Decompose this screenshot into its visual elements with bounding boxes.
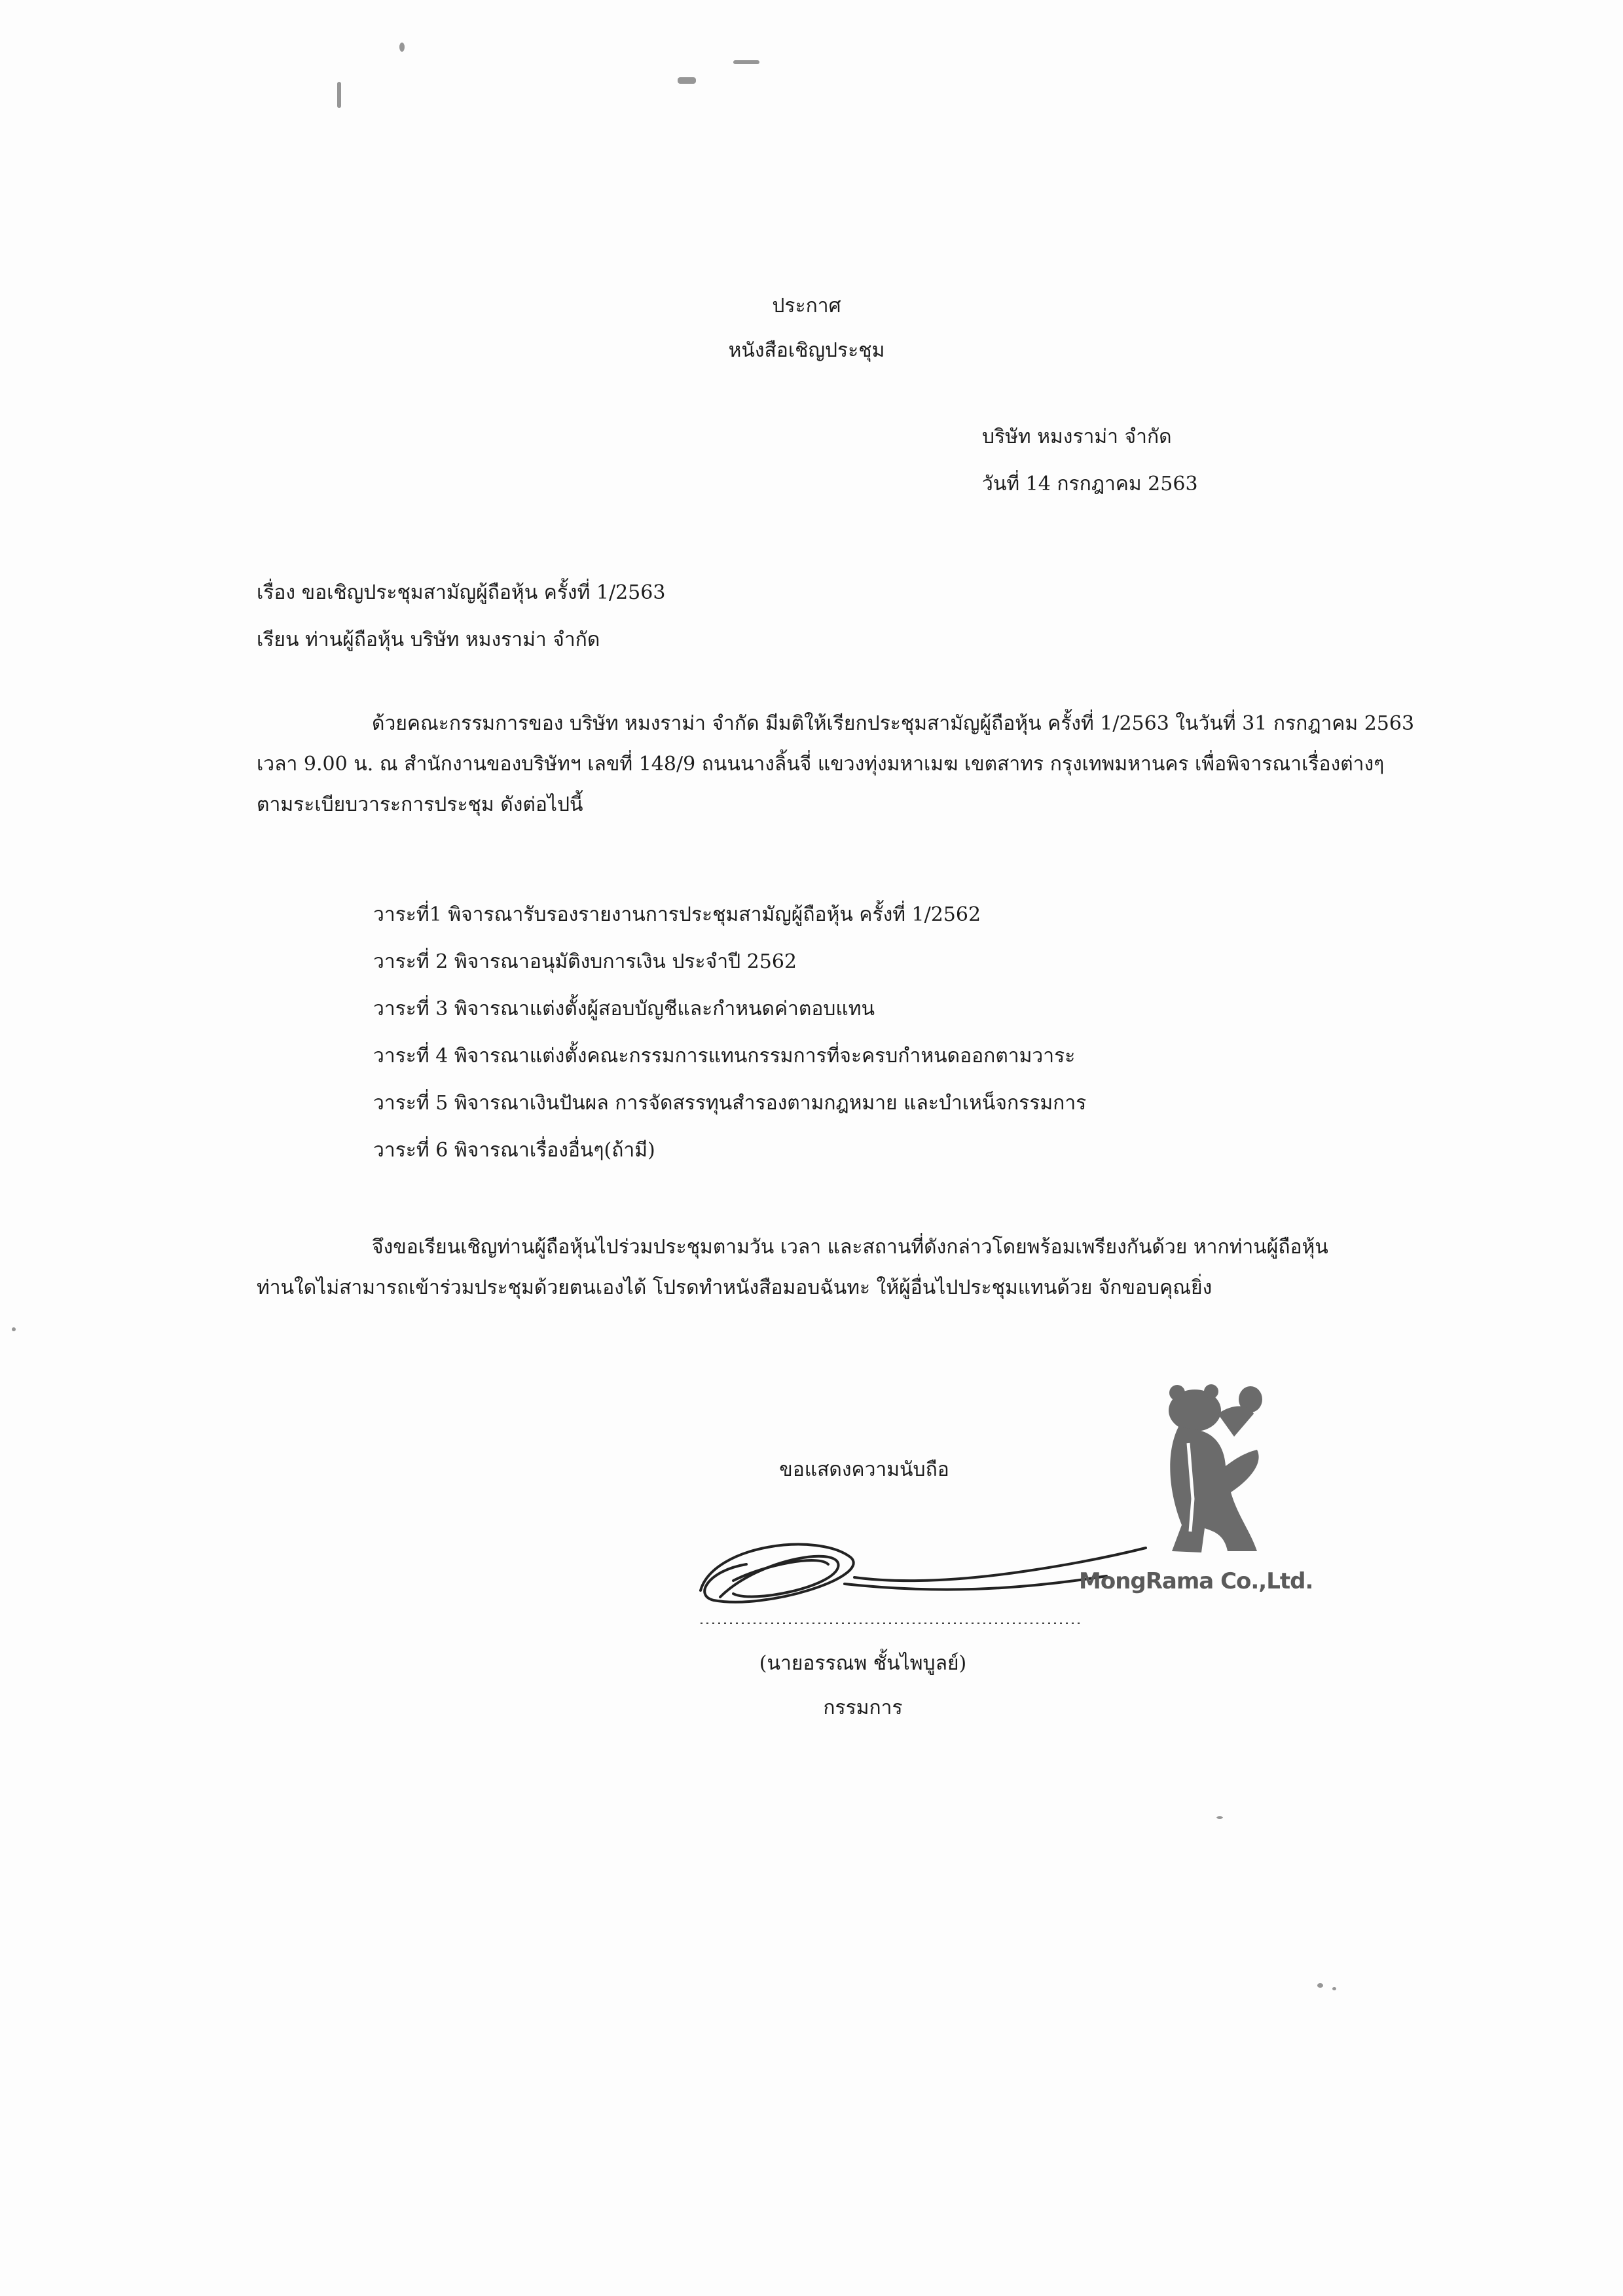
scan-speck (337, 82, 341, 108)
closing-line: จึงขอเรียนเชิญท่านผู้ถือหุ้นไปร่วมประชุมตามวัน เวลา และสถานที่ดังกล่าวโดยพร้อมเพรียงกันด้วย หากท่านผู้ถือหุ้น (372, 1236, 1328, 1259)
agenda-item: วาระที่1 พิจารณารับรองรายงานการประชุมสามัญผู้ถือหุ้น ครั้งที่ 1/2562 (373, 903, 981, 926)
scan-speck (1317, 1983, 1323, 1988)
scan-speck (12, 1327, 16, 1331)
bear-logo-icon (1152, 1374, 1283, 1564)
document-date: วันที่ 14 กรกฎาคม 2563 (982, 473, 1198, 495)
intro-line: เวลา 9.00 น. ณ สำนักงานของบริษัทฯ เลขที่ 148/9 ถนนนางลิ้นจี่ แขวงทุ่งมหาเมฆ เขตสาทร กรุงเทพมหานคร เพื่อพิจารณาเรื่องต่างๆ (257, 753, 1385, 776)
document-subtitle: หนังสือเชิญประชุม (728, 339, 885, 362)
scan-speck (733, 60, 759, 64)
scan-speck (399, 43, 405, 52)
intro-line: ด้วยคณะกรรมการของ บริษัท หมงราม่า จำกัด มีมติให้เรียกประชุมสามัญผู้ถือหุ้น ครั้งที่ 1/2563 ในวันที่ 31 กรกฎาคม 2563 (372, 712, 1415, 735)
subject-line: เรื่อง ขอเชิญประชุมสามัญผู้ถือหุ้น ครั้งที่ 1/2563 (257, 581, 666, 604)
agenda-item: วาระที่ 4 พิจารณาแต่งตั้งคณะกรรมการแทนกรรมการที่จะครบกำหนดออกตามวาระ (373, 1045, 1076, 1067)
agenda-list (373, 902, 1086, 1185)
scan-speck (1216, 1816, 1223, 1819)
company-stamp-text: MongRama Co.,Ltd. (1079, 1568, 1313, 1594)
signatory-position: กรรมการ (823, 1696, 903, 1719)
document-title: ประกาศ (772, 295, 841, 317)
closing-line: ท่านใดไม่สามารถเข้าร่วมประชุมด้วยตนเองได้ โปรดทำหนังสือมอบฉันทะ ให้ผู้อื่นไปประชุมแทนด้วย จักขอบคุณยิ่ง (257, 1276, 1213, 1299)
closing-paragraph (257, 1234, 1328, 1301)
scan-speck (1332, 1987, 1336, 1990)
scan-speck (678, 77, 696, 84)
agenda-item: วาระที่ 6 พิจารณาเรื่องอื่นๆ(ถ้ามี) (373, 1139, 655, 1162)
recipient-line: เรียน ท่านผู้ถือหุ้น บริษัท หมงราม่า จำกัด (257, 628, 600, 651)
agenda-item: วาระที่ 5 พิจารณาเงินปันผล การจัดสรรทุนสำรองตามกฎหมาย และบำเหน็จกรรมการ (373, 1092, 1087, 1115)
signatory-name: (นายอรรณพ ชั้นไพบูลย์) (759, 1652, 967, 1675)
agenda-item: วาระที่ 3 พิจารณาแต่งตั้งผู้สอบบัญชีและกำหนดค่าตอบแทน (373, 997, 875, 1020)
intro-line: ตามระเบียบวาระการประชุม ดังต่อไปนี้ (257, 793, 583, 816)
sign-off: ขอแสดงความนับถือ (779, 1458, 949, 1481)
company-name: บริษัท หมงราม่า จำกัด (982, 425, 1172, 448)
intro-paragraph (257, 711, 1414, 818)
agenda-item: วาระที่ 2 พิจารณาอนุมัติงบการเงิน ประจำปี 2562 (373, 950, 797, 973)
